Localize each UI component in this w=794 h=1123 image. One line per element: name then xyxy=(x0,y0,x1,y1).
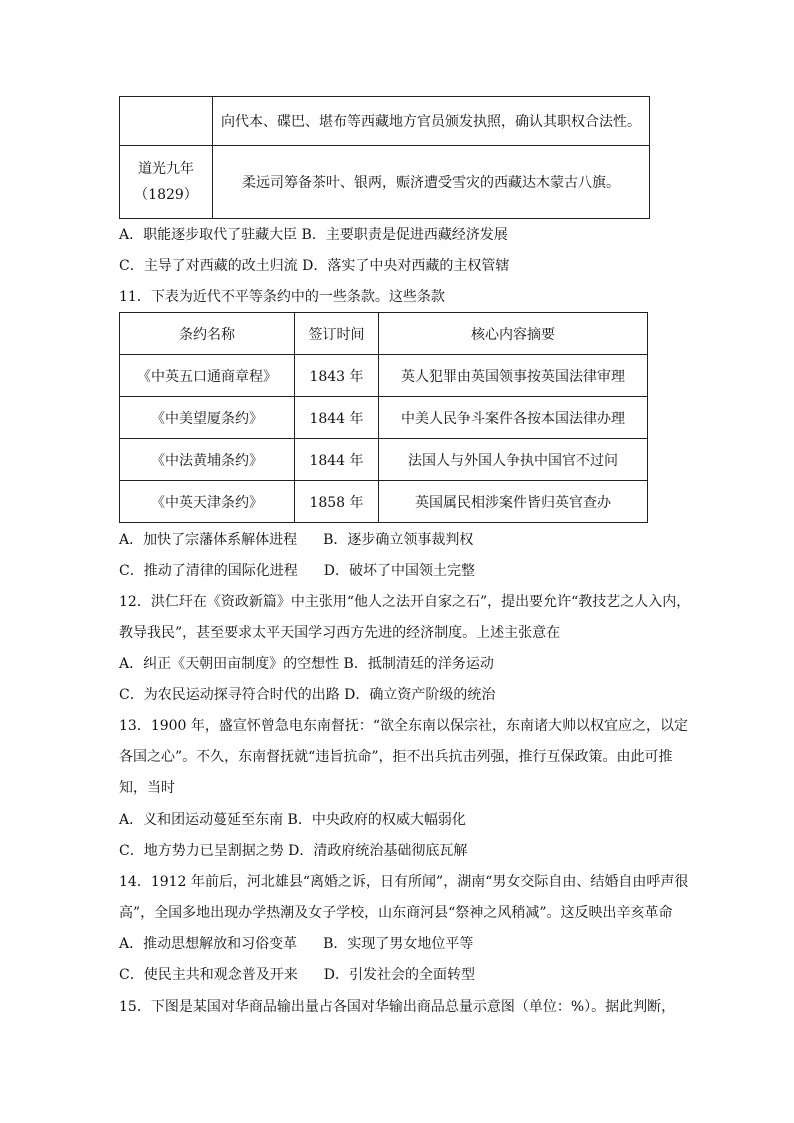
option-b: B．实现了男女地位平等 xyxy=(323,936,474,952)
q10-options-ab: A．职能逐步取代了驻藏大臣 B．主要职责是促进西藏经济发展 xyxy=(119,227,508,243)
q10-table xyxy=(119,96,650,219)
q10-options-cd: C．主导了对西藏的改土归流 D．落实了中央对西藏的主权管辖 xyxy=(119,258,510,274)
q13-stem-line3: 知，当时 xyxy=(119,780,175,796)
table-cell: 1843 年 xyxy=(295,355,379,397)
q15-stem: 15．下图是某国对华商品输出量占各国对华输出商品总量示意图（单位：%）。据此判断， xyxy=(119,999,676,1015)
option-c: C．使民主共和观念普及开来 xyxy=(119,967,298,983)
table-cell: 1844 年 xyxy=(295,439,379,481)
table-cell: 英人犯罪由英国领事按英国法律审理 xyxy=(379,355,648,397)
q14-options-ab xyxy=(119,934,473,954)
header-cell: 核心内容摘要 xyxy=(379,313,648,355)
table-cell: 《中英天津条约》 xyxy=(120,481,295,523)
header-cell: 签订时间 xyxy=(295,313,379,355)
treaty-table xyxy=(119,312,648,523)
table-header-row xyxy=(120,313,648,355)
q11-options-cd xyxy=(119,561,475,581)
q12-stem-line1: 12．洪仁玕在《资政新篇》中主张用“他人之法开自家之石”，提出要允许“教技艺之人入内， xyxy=(119,594,691,610)
table-cell-year xyxy=(120,146,213,219)
q14-stem-line2: 高”，全国多地出现办学热潮及女子学校，山东商河县“祭神之风稍减”。这反映出辛亥革命 xyxy=(119,905,673,921)
table-cell: 法国人与外国人争执中国官不过问 xyxy=(379,439,648,481)
table-row xyxy=(120,97,650,146)
q12-options-cd: C．为农民运动探寻符合时代的出路 D．确立资产阶级的统治 xyxy=(119,687,496,703)
table-cell: 中美人民争斗案件各按本国法律办理 xyxy=(379,397,648,439)
year-number: （1829） xyxy=(134,187,198,203)
table-row xyxy=(120,355,648,397)
table-cell: 《中法黄埔条约》 xyxy=(120,439,295,481)
table-cell: 柔远司筹备茶叶、银两，赈济遭受雪灾的西藏达木蒙古八旗。 xyxy=(213,146,650,219)
option-a: A．推动思想解放和习俗变革 xyxy=(119,936,298,952)
table-cell: 1844 年 xyxy=(295,397,379,439)
table-cell: 英国属民相涉案件皆归英官查办 xyxy=(379,481,648,523)
table-cell: 1858 年 xyxy=(295,481,379,523)
table-cell: 《中英五口通商章程》 xyxy=(120,355,295,397)
q13-stem-line2: 各国之心”。不久，东南督抚就“违旨抗命”，拒不出兵抗击列强，推行互保政策。由此可推 xyxy=(119,749,673,765)
option-c: C．推动了清律的国际化进程 xyxy=(119,563,298,579)
option-b: B．逐步确立领事裁判权 xyxy=(323,532,474,548)
table-cell-empty xyxy=(120,97,213,146)
table-cell: 《中美望厦条约》 xyxy=(120,397,295,439)
option-d: D．破坏了中国领土完整 xyxy=(323,563,475,579)
table-row xyxy=(120,439,648,481)
q11-options-ab xyxy=(119,530,473,550)
q12-stem-line2: 教导我民”，甚至要求太平天国学习西方先进的经济制度。上述主张意在 xyxy=(119,625,561,641)
year-label: 道光九年 xyxy=(138,161,194,177)
table-row xyxy=(120,481,648,523)
q14-stem-line1: 14．1912 年前后，河北雄县“离婚之诉，日有所闻”，湖南“男女交际自由、结婚自由呼声很 xyxy=(119,874,689,890)
q14-options-cd xyxy=(119,965,475,985)
q13-stem-line1: 13．1900 年，盛宣怀曾急电东南督抚：“欲全东南以保宗社，东南诸大帅以权宜应之，以定 xyxy=(119,718,689,734)
table-row xyxy=(120,397,648,439)
q13-options-ab: A．义和团运动蔓延至东南 B．中央政府的权威大幅弱化 xyxy=(119,812,466,828)
q12-options-ab: A．纠正《天朝田亩制度》的空想性 B．抵制清廷的洋务运动 xyxy=(119,656,494,672)
table-cell: 向代本、碟巴、堪布等西藏地方官员颁发执照，确认其职权合法性。 xyxy=(213,97,650,146)
q13-options-cd: C．地方势力已呈割据之势 D．清政府统治基础彻底瓦解 xyxy=(119,843,468,859)
table-row xyxy=(120,146,650,219)
option-a: A．加快了宗藩体系解体进程 xyxy=(119,532,298,548)
option-d: D．引发社会的全面转型 xyxy=(323,967,475,983)
q11-stem: 11．下表为近代不平等条约中的一些条款。这些条款 xyxy=(119,289,445,305)
header-cell: 条约名称 xyxy=(120,313,295,355)
